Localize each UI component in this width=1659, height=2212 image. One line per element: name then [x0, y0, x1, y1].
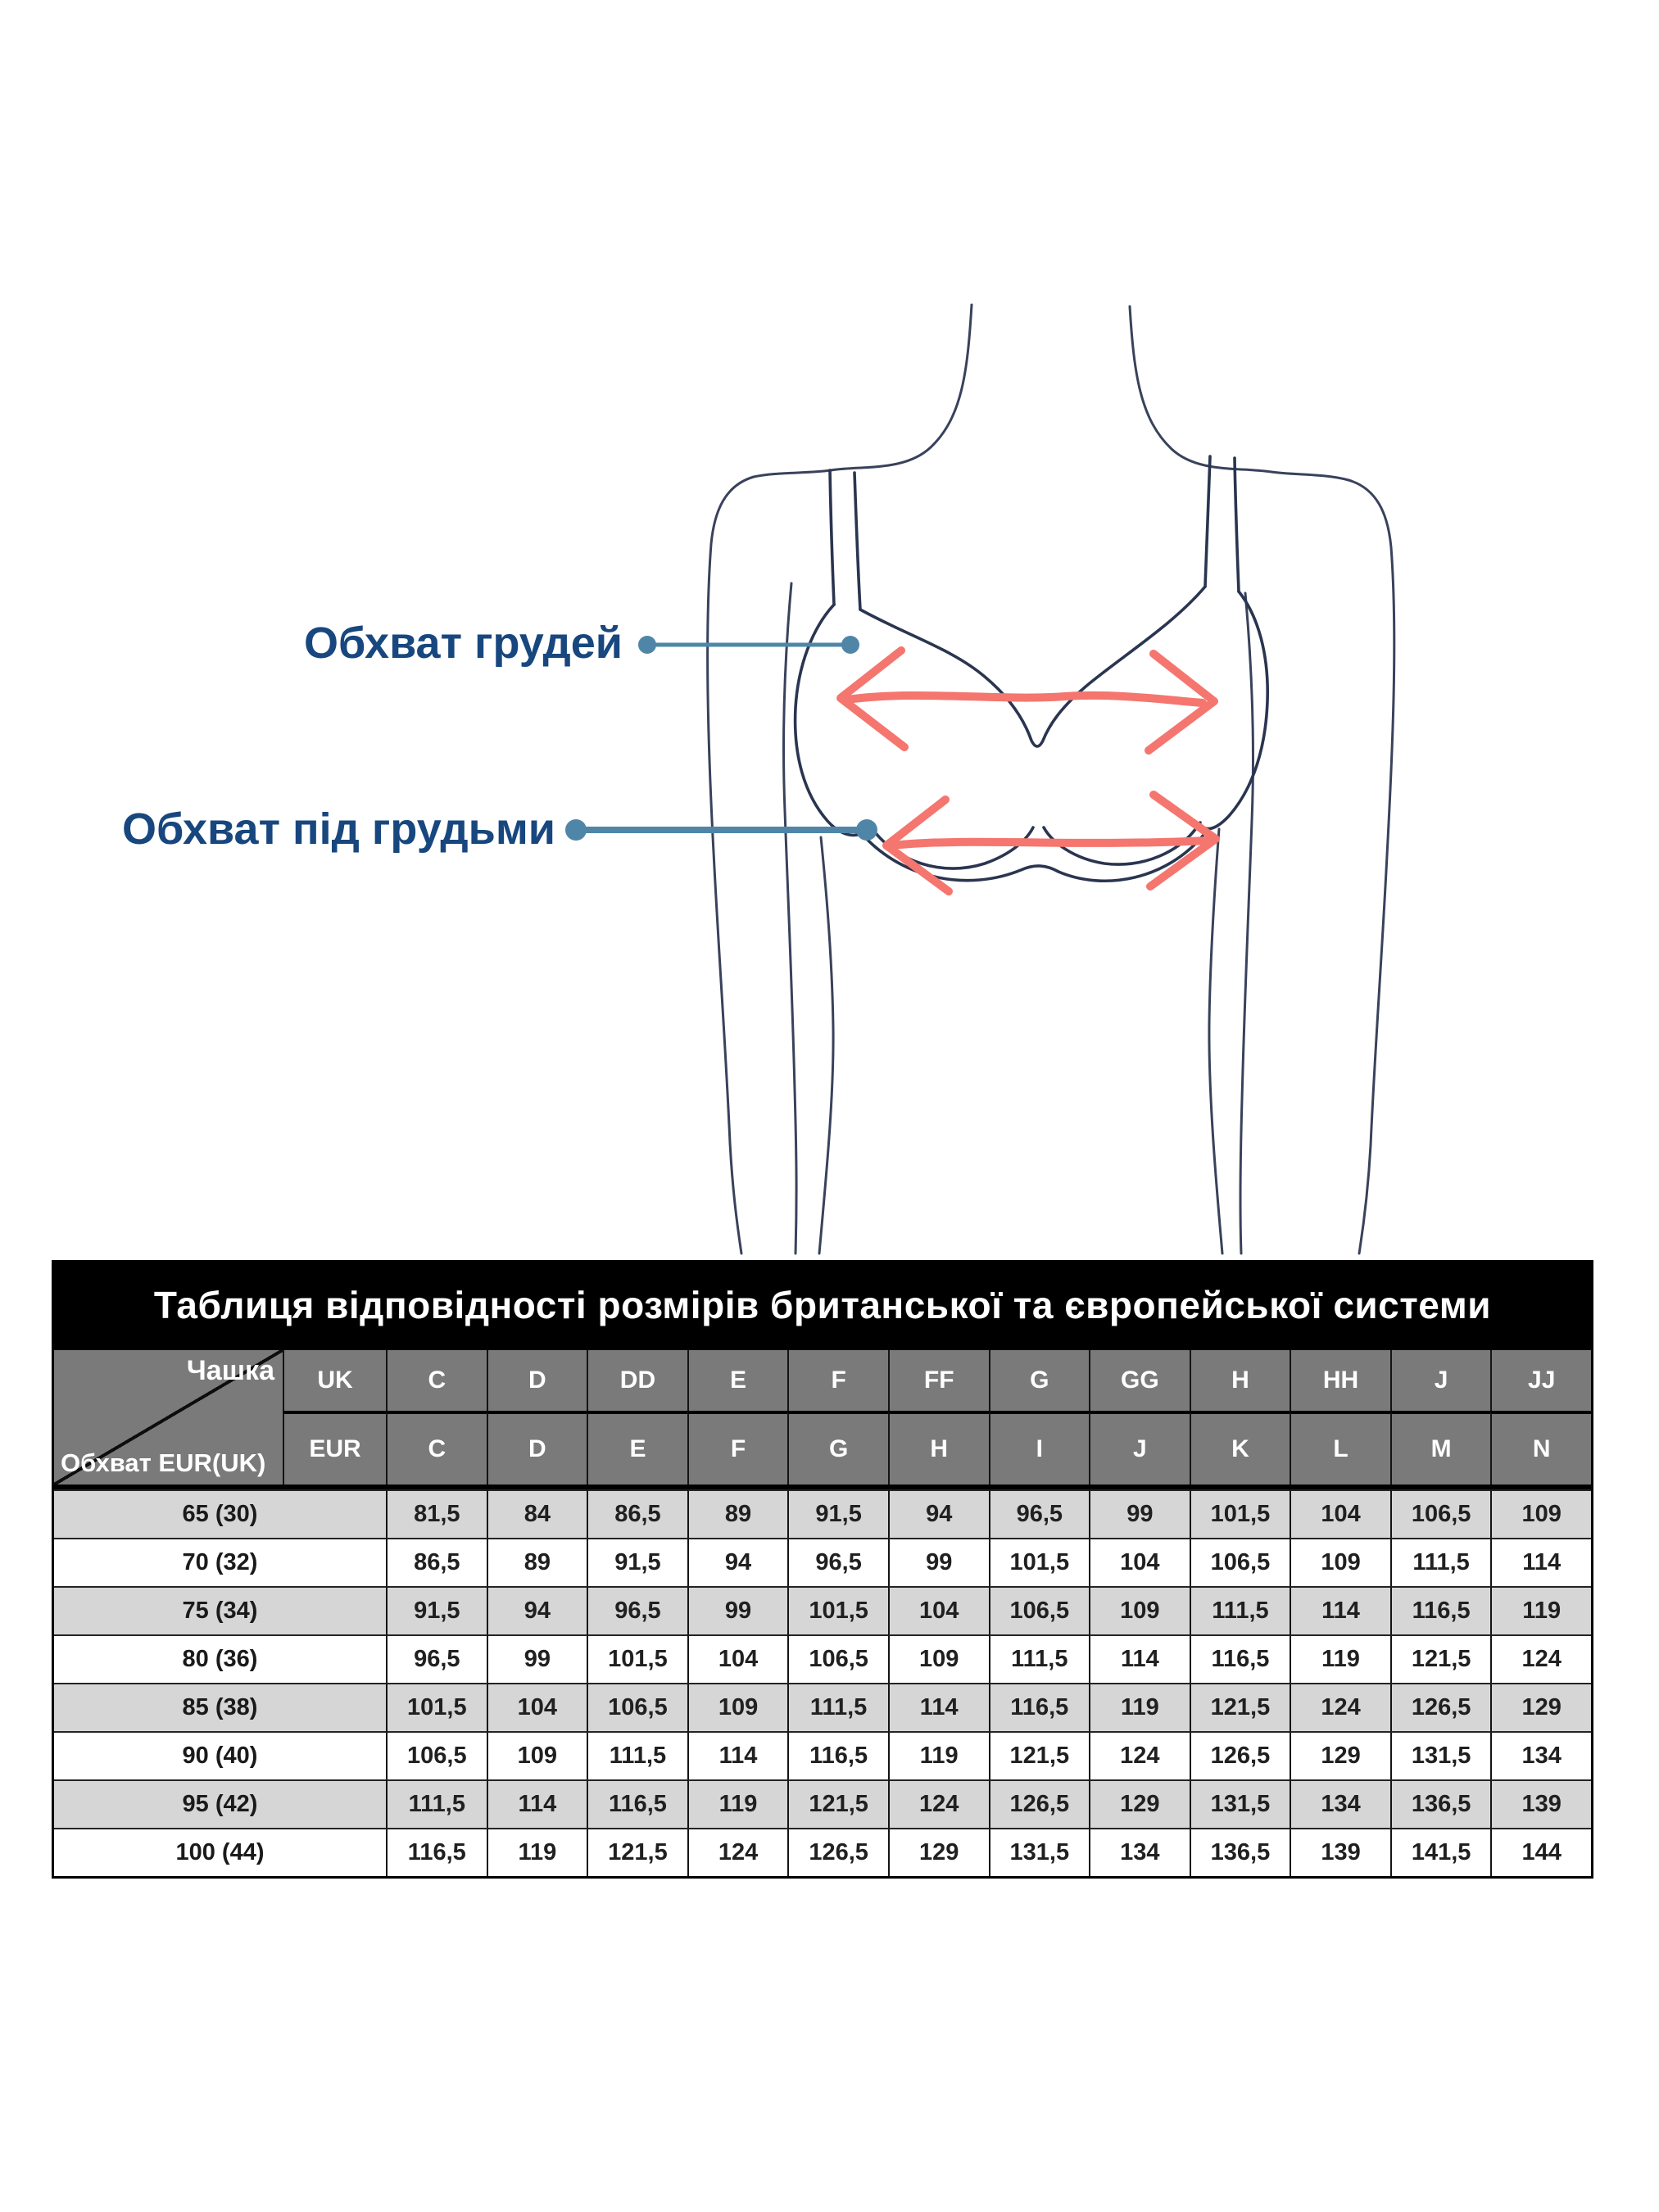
size-cell: 104 — [888, 1586, 989, 1634]
connector-dot — [638, 636, 656, 654]
uk-cup-header: JJ — [1490, 1350, 1591, 1411]
size-cell: 121,5 — [1190, 1683, 1290, 1731]
figure-outline — [708, 305, 1394, 1253]
size-cell: 86,5 — [386, 1538, 487, 1586]
size-cell: 104 — [1290, 1489, 1390, 1538]
size-cell: 129 — [1490, 1683, 1591, 1731]
uk-cup-header: DD — [587, 1350, 687, 1411]
uk-cup-header: H — [1190, 1350, 1290, 1411]
size-cell: 129 — [888, 1828, 989, 1876]
uk-cup-header: FF — [888, 1350, 989, 1411]
size-cell: 121,5 — [1390, 1634, 1491, 1683]
size-cell: 94 — [687, 1538, 788, 1586]
size-cell: 104 — [487, 1683, 587, 1731]
size-cell: 99 — [487, 1634, 587, 1683]
underbust-arrow — [886, 795, 1216, 891]
eur-cup-header: N — [1490, 1411, 1591, 1484]
size-cell: 124 — [687, 1828, 788, 1876]
size-cell: 119 — [1490, 1586, 1591, 1634]
size-cell: 141,5 — [1390, 1828, 1491, 1876]
row-label: 70 (32) — [54, 1538, 386, 1586]
size-cell: 106,5 — [386, 1731, 487, 1779]
size-cell: 94 — [487, 1586, 587, 1634]
eur-cup-header: H — [888, 1411, 989, 1484]
size-cell: 104 — [1089, 1538, 1190, 1586]
size-cell: 114 — [687, 1731, 788, 1779]
size-cell: 106,5 — [1190, 1538, 1290, 1586]
bra-outline — [796, 456, 1268, 881]
size-cell: 89 — [687, 1489, 788, 1538]
size-cell: 111,5 — [587, 1731, 687, 1779]
uk-cup-header: GG — [1089, 1350, 1190, 1411]
size-cell: 96,5 — [386, 1634, 487, 1683]
eur-row-header: EUR — [283, 1411, 386, 1484]
size-cell: 106,5 — [1390, 1489, 1491, 1538]
size-cell: 119 — [487, 1828, 587, 1876]
size-cell: 99 — [1089, 1489, 1190, 1538]
size-table-section — [52, 1260, 1593, 1879]
size-cell: 116,5 — [989, 1683, 1090, 1731]
size-cell: 111,5 — [1190, 1586, 1290, 1634]
size-cell: 111,5 — [1390, 1538, 1491, 1586]
size-cell: 109 — [1290, 1538, 1390, 1586]
eur-cup-header: F — [687, 1411, 788, 1484]
size-cell: 136,5 — [1390, 1779, 1491, 1828]
size-cell: 84 — [487, 1489, 587, 1538]
size-cell: 134 — [1290, 1779, 1390, 1828]
eur-cup-header: L — [1290, 1411, 1390, 1484]
size-cell: 101,5 — [989, 1538, 1090, 1586]
size-cell: 144 — [1490, 1828, 1591, 1876]
size-cell: 96,5 — [787, 1538, 888, 1586]
size-table — [52, 1350, 1593, 1879]
size-cell: 101,5 — [386, 1683, 487, 1731]
size-cell: 121,5 — [787, 1779, 888, 1828]
size-cell: 111,5 — [787, 1683, 888, 1731]
bust-connector — [638, 636, 859, 654]
eur-cup-header: C — [386, 1411, 487, 1484]
size-cell: 114 — [1089, 1634, 1190, 1683]
bust-label: Обхват грудей — [304, 619, 623, 668]
size-cell: 96,5 — [587, 1586, 687, 1634]
eur-cup-header: D — [487, 1411, 587, 1484]
size-cell: 116,5 — [587, 1779, 687, 1828]
uk-cup-header: F — [787, 1350, 888, 1411]
size-cell: 121,5 — [587, 1828, 687, 1876]
size-cell: 114 — [888, 1683, 989, 1731]
size-cell: 131,5 — [1390, 1731, 1491, 1779]
size-cell: 126,5 — [1190, 1731, 1290, 1779]
uk-cup-header: HH — [1290, 1350, 1390, 1411]
eur-cup-header: I — [989, 1411, 1090, 1484]
size-cell: 114 — [1490, 1538, 1591, 1586]
size-cell: 116,5 — [386, 1828, 487, 1876]
size-cell: 81,5 — [386, 1489, 487, 1538]
size-cell: 109 — [888, 1634, 989, 1683]
size-cell: 114 — [487, 1779, 587, 1828]
bust-arrow — [841, 650, 1214, 750]
connector-dot — [856, 819, 877, 841]
size-cell: 119 — [1089, 1683, 1190, 1731]
uk-row-header: UK — [283, 1350, 386, 1411]
size-cell: 134 — [1490, 1731, 1591, 1779]
size-cell: 124 — [1290, 1683, 1390, 1731]
size-cell: 111,5 — [386, 1779, 487, 1828]
eur-cup-header: M — [1390, 1411, 1491, 1484]
size-cell: 99 — [888, 1538, 989, 1586]
uk-cup-header: D — [487, 1350, 587, 1411]
eur-cup-header: E — [587, 1411, 687, 1484]
eur-cup-header: J — [1089, 1411, 1190, 1484]
uk-cup-header: G — [989, 1350, 1090, 1411]
row-label: 80 (36) — [54, 1634, 386, 1683]
corner-cell — [54, 1350, 283, 1484]
size-cell: 106,5 — [989, 1586, 1090, 1634]
size-cell: 89 — [487, 1538, 587, 1586]
size-cell: 109 — [487, 1731, 587, 1779]
row-label: 75 (34) — [54, 1586, 386, 1634]
size-cell: 96,5 — [989, 1489, 1090, 1538]
size-cell: 104 — [687, 1634, 788, 1683]
size-cell: 91,5 — [587, 1538, 687, 1586]
size-cell: 119 — [888, 1731, 989, 1779]
size-cell: 106,5 — [587, 1683, 687, 1731]
size-cell: 91,5 — [386, 1586, 487, 1634]
size-cell: 126,5 — [787, 1828, 888, 1876]
uk-cup-header: J — [1390, 1350, 1491, 1411]
size-cell: 111,5 — [989, 1634, 1090, 1683]
size-cell: 139 — [1490, 1779, 1591, 1828]
size-cell: 131,5 — [989, 1828, 1090, 1876]
size-cell: 114 — [1290, 1586, 1390, 1634]
size-cell: 94 — [888, 1489, 989, 1538]
table-title: Таблиця відповідності розмірів британської та європейської системи — [52, 1260, 1593, 1350]
uk-cup-header: C — [386, 1350, 487, 1411]
size-cell: 121,5 — [989, 1731, 1090, 1779]
size-cell: 134 — [1089, 1828, 1190, 1876]
corner-cup-label: Чашка — [186, 1355, 274, 1386]
size-cell: 119 — [687, 1779, 788, 1828]
size-cell: 101,5 — [587, 1634, 687, 1683]
size-cell: 99 — [687, 1586, 788, 1634]
eur-cup-header: K — [1190, 1411, 1290, 1484]
row-label: 100 (44) — [54, 1828, 386, 1876]
size-cell: 131,5 — [1190, 1779, 1290, 1828]
size-cell: 139 — [1290, 1828, 1390, 1876]
connector-dot — [565, 819, 587, 841]
row-label: 85 (38) — [54, 1683, 386, 1731]
connector-dot — [841, 636, 859, 654]
size-cell: 101,5 — [787, 1586, 888, 1634]
size-cell: 124 — [1089, 1731, 1190, 1779]
size-cell: 129 — [1290, 1731, 1390, 1779]
size-cell: 116,5 — [1390, 1586, 1491, 1634]
size-cell: 136,5 — [1190, 1828, 1290, 1876]
size-cell: 126,5 — [989, 1779, 1090, 1828]
size-cell: 126,5 — [1390, 1683, 1491, 1731]
size-cell: 119 — [1290, 1634, 1390, 1683]
eur-cup-header: G — [787, 1411, 888, 1484]
row-label: 90 (40) — [54, 1731, 386, 1779]
size-cell: 124 — [1490, 1634, 1591, 1683]
row-label: 65 (30) — [54, 1489, 386, 1538]
size-cell: 91,5 — [787, 1489, 888, 1538]
size-cell: 86,5 — [587, 1489, 687, 1538]
underbust-label: Обхват під грудьми — [122, 805, 555, 854]
size-cell: 124 — [888, 1779, 989, 1828]
size-cell: 109 — [1490, 1489, 1591, 1538]
uk-cup-header: E — [687, 1350, 788, 1411]
size-cell: 109 — [1089, 1586, 1190, 1634]
size-cell: 116,5 — [1190, 1634, 1290, 1683]
size-cell: 101,5 — [1190, 1489, 1290, 1538]
size-cell: 129 — [1089, 1779, 1190, 1828]
size-cell: 109 — [687, 1683, 788, 1731]
size-cell: 106,5 — [787, 1634, 888, 1683]
corner-girth-label: Обхват EUR(UK) — [61, 1448, 266, 1477]
row-label: 95 (42) — [54, 1779, 386, 1828]
size-cell: 116,5 — [787, 1731, 888, 1779]
